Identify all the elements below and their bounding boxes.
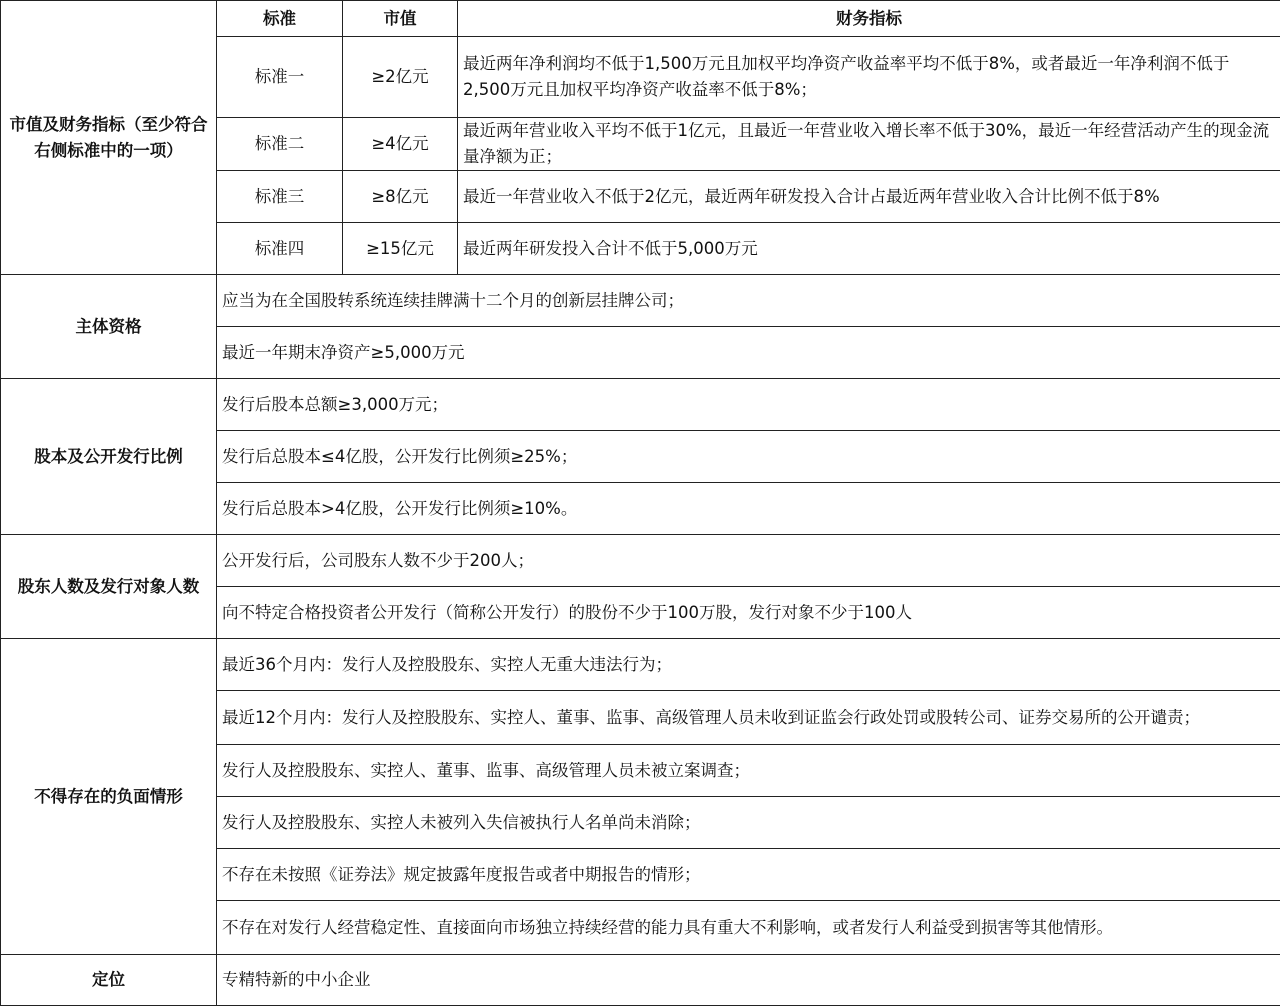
category-shareholders: 股东人数及发行对象人数 <box>1 535 217 639</box>
table-row <box>1 639 1280 691</box>
header-market-value: 市值 <box>343 1 458 37</box>
indicator-cell: 最近两年净利润均不低于1,500万元且加权平均净资产收益率平均不低于8%，或者最近一年净利润不低于2,500万元且加权平均净资产收益率不低于8%； <box>458 37 1280 118</box>
market-value-cell: ≥4亿元 <box>343 118 458 171</box>
header-financial-indicators: 财务指标 <box>458 1 1280 37</box>
category-positioning: 定位 <box>1 955 217 1006</box>
indicator-cell: 最近两年营业收入平均不低于1亿元，且最近一年营业收入增长率不低于30%，最近一年经营活动产生的现金流量净额为正； <box>458 118 1280 171</box>
standard-cell: 标准三 <box>217 171 343 223</box>
table-row <box>1 379 1280 431</box>
standard-cell: 标准一 <box>217 37 343 118</box>
requirement-cell: 发行人及控股股东、实控人未被列入失信被执行人名单尚未消除； <box>217 797 1280 849</box>
market-value-cell: ≥8亿元 <box>343 171 458 223</box>
requirement-cell: 最近一年期末净资产≥5,000万元 <box>217 327 1280 379</box>
requirement-cell: 应当为在全国股转系统连续挂牌满十二个月的创新层挂牌公司； <box>217 275 1280 327</box>
category-qualification: 主体资格 <box>1 275 217 379</box>
table-row <box>1 275 1280 327</box>
indicator-cell: 最近两年研发投入合计不低于5,000万元 <box>458 223 1280 275</box>
requirement-cell: 发行后股本总额≥3,000万元； <box>217 379 1280 431</box>
standard-cell: 标准二 <box>217 118 343 171</box>
requirement-cell: 不存在对发行人经营稳定性、直接面向市场独立持续经营的能力具有重大不利影响，或者发行人利益受到损害等其他情形。 <box>217 901 1280 955</box>
requirement-cell: 不存在未按照《证券法》规定披露年度报告或者中期报告的情形； <box>217 849 1280 901</box>
requirement-cell: 向不特定合格投资者公开发行（简称公开发行）的股份不少于100万股，发行对象不少于100人 <box>217 587 1280 639</box>
standard-cell: 标准四 <box>217 223 343 275</box>
market-value-cell: ≥2亿元 <box>343 37 458 118</box>
requirement-cell: 专精特新的中小企业 <box>217 955 1280 1006</box>
requirement-cell: 最近36个月内：发行人及控股股东、实控人无重大违法行为； <box>217 639 1280 691</box>
requirement-cell: 公开发行后，公司股东人数不少于200人； <box>217 535 1280 587</box>
indicator-cell: 最近一年营业收入不低于2亿元，最近两年研发投入合计占最近两年营业收入合计比例不低于8% <box>458 171 1280 223</box>
category-share-capital: 股本及公开发行比例 <box>1 379 217 535</box>
requirement-cell: 发行人及控股股东、实控人、董事、监事、高级管理人员未被立案调查； <box>217 745 1280 797</box>
table-header-row <box>1 1 1280 37</box>
table-row <box>1 535 1280 587</box>
category-negative: 不得存在的负面情形 <box>1 639 217 955</box>
requirement-cell: 发行后总股本≤4亿股，公开发行比例须≥25%； <box>217 431 1280 483</box>
requirement-cell: 发行后总股本>4亿股，公开发行比例须≥10%。 <box>217 483 1280 535</box>
header-standard: 标准 <box>217 1 343 37</box>
table-row <box>1 955 1280 1006</box>
market-value-cell: ≥15亿元 <box>343 223 458 275</box>
category-market-financial: 市值及财务指标（至少符合右侧标准中的一项） <box>1 1 217 275</box>
requirement-cell: 最近12个月内：发行人及控股股东、实控人、董事、监事、高级管理人员未收到证监会行政处罚或股转公司、证券交易所的公开谴责； <box>217 691 1280 745</box>
